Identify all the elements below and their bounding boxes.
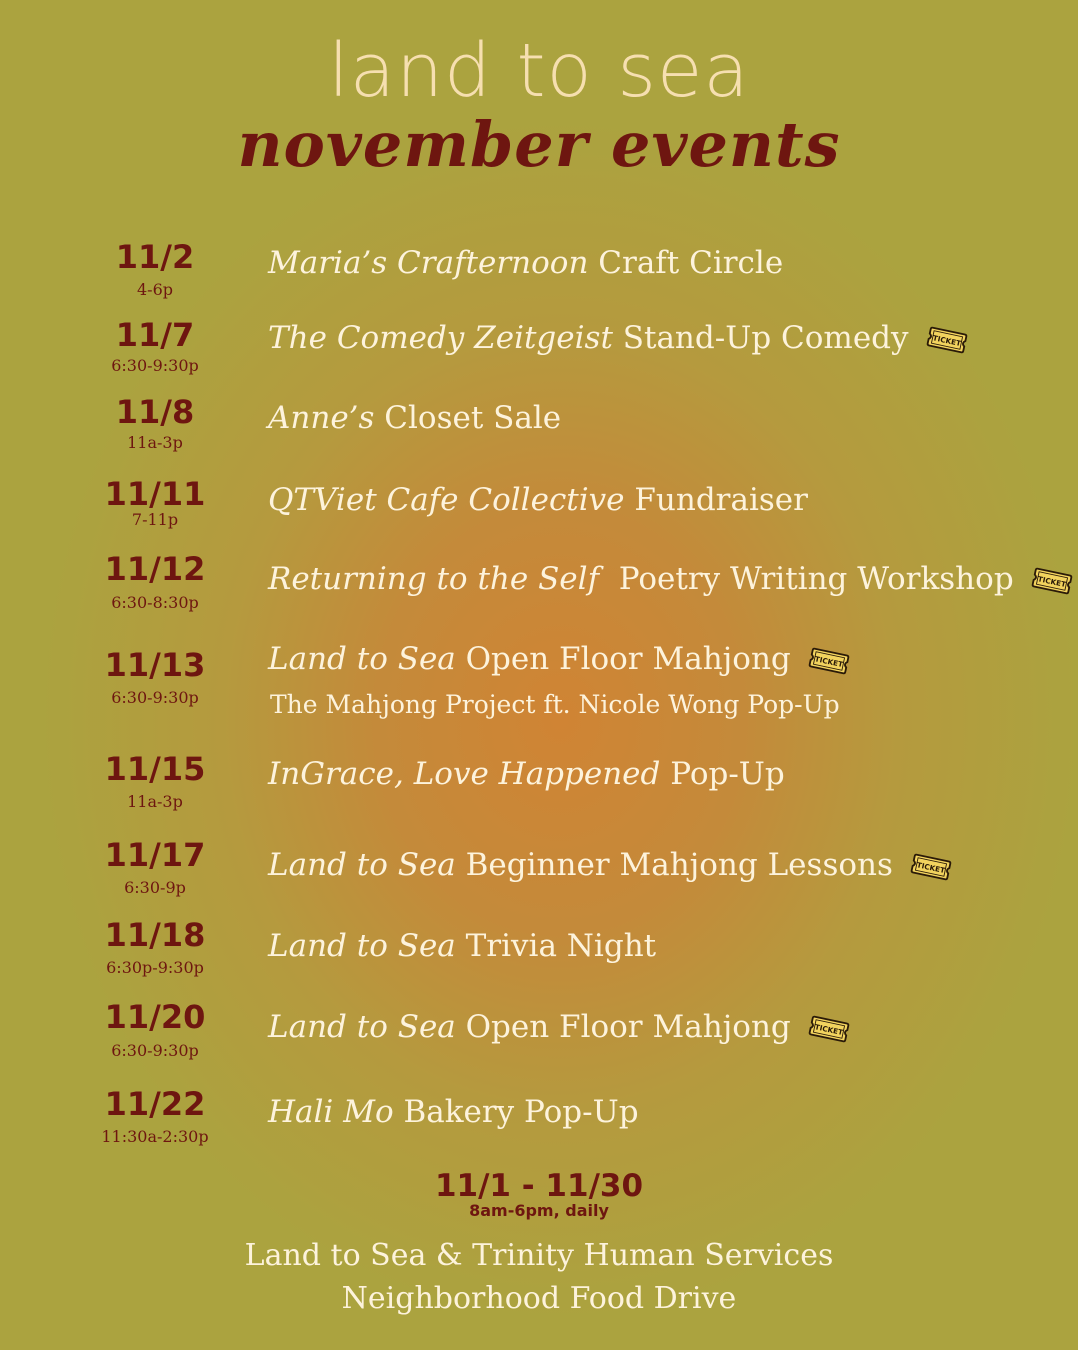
event-time: 4-6p	[136, 280, 173, 299]
event-type: Stand-Up Comedy	[612, 320, 909, 356]
event-host: Land to Sea	[268, 1009, 456, 1045]
event-host: InGrace, Love Happened	[268, 756, 661, 792]
event-time: 6:30-9p	[124, 878, 186, 897]
event-date: 11/11	[104, 475, 206, 513]
event-host: Maria’s Crafternoon	[268, 245, 589, 281]
event-time: 6:30-9:30p	[111, 1041, 199, 1060]
ticket-icon	[1030, 566, 1074, 596]
event-type: Open Floor Mahjong	[455, 1009, 791, 1045]
food-drive-subtitle: Neighborhood Food Drive	[341, 1281, 737, 1316]
event-date: 11/13	[104, 646, 206, 684]
event-time: 6:30-9:30p	[111, 356, 199, 375]
event-host: Returning to the Self	[268, 561, 600, 597]
event-title	[268, 847, 951, 883]
event-host: QTViet Cafe Collective	[268, 482, 625, 518]
page-subtitle: november events	[237, 108, 841, 181]
ticket-icon	[807, 1014, 851, 1044]
svg-text:TICKET: TICKET	[813, 653, 844, 669]
event-title	[268, 1094, 639, 1130]
event-time: 7-11p	[131, 510, 179, 529]
event-date: 11/15	[104, 750, 206, 788]
event-type: Bakery Pop-Up	[393, 1094, 639, 1130]
event-date: 11/17	[104, 836, 206, 874]
event-date: 11/22	[104, 1085, 206, 1123]
event-type: Trivia Night	[455, 928, 657, 964]
event-type: Fundraiser	[624, 482, 808, 518]
svg-text:TICKET: TICKET	[931, 332, 962, 348]
event-host: Anne’s	[268, 400, 375, 436]
event-time: 6:30-8:30p	[111, 593, 199, 612]
event-date: 11/12	[104, 550, 206, 588]
event-host: Hali Mo	[268, 1094, 394, 1130]
event-type: Closet Sale	[374, 400, 562, 436]
event-time: 11:30a-2:30p	[101, 1127, 209, 1146]
ticket-icon	[807, 646, 851, 676]
event-type: Poetry Writing Workshop	[599, 561, 1014, 597]
event-title	[268, 641, 849, 677]
event-host: Land to Sea	[268, 928, 456, 964]
ticket-icon	[925, 325, 969, 355]
event-date: 11/8	[115, 393, 195, 431]
event-title	[268, 1009, 849, 1045]
food-drive-dates: 11/1 - 11/30	[434, 1168, 644, 1204]
food-drive-hours: 8am-6pm, daily	[469, 1201, 609, 1220]
event-time: 11a-3p	[127, 433, 183, 452]
event-time: 6:30p-9:30p	[106, 958, 204, 977]
event-type: Open Floor Mahjong	[455, 641, 791, 677]
event-date: 11/7	[115, 316, 195, 354]
event-title	[268, 756, 785, 792]
svg-text:TICKET: TICKET	[915, 859, 946, 875]
svg-text:TICKET: TICKET	[1036, 573, 1067, 589]
event-host: Land to Sea	[268, 847, 456, 883]
event-type: Craft Circle	[588, 245, 784, 281]
event-type: Pop-Up	[660, 756, 785, 792]
event-date: 11/18	[104, 916, 206, 954]
event-title	[268, 400, 561, 436]
event-title	[268, 561, 1072, 597]
event-title	[268, 245, 783, 281]
event-date: 11/20	[104, 998, 206, 1036]
event-time: 11a-3p	[127, 792, 183, 811]
event-title	[268, 928, 656, 964]
page-title: land to sea	[328, 28, 750, 114]
event-title	[268, 482, 808, 518]
event-time: 6:30-9:30p	[111, 688, 199, 707]
event-subtitle: The Mahjong Project ft. Nicole Wong Pop-Up	[270, 690, 840, 719]
event-host: The Comedy Zeitgeist	[268, 320, 613, 356]
event-title	[268, 320, 967, 356]
event-date: 11/2	[115, 238, 195, 276]
svg-text:TICKET: TICKET	[813, 1021, 844, 1037]
event-type: Beginner Mahjong Lessons	[455, 847, 893, 883]
food-drive-title: Land to Sea & Trinity Human Services	[244, 1238, 834, 1273]
ticket-icon	[909, 852, 953, 882]
event-host: Land to Sea	[268, 641, 456, 677]
